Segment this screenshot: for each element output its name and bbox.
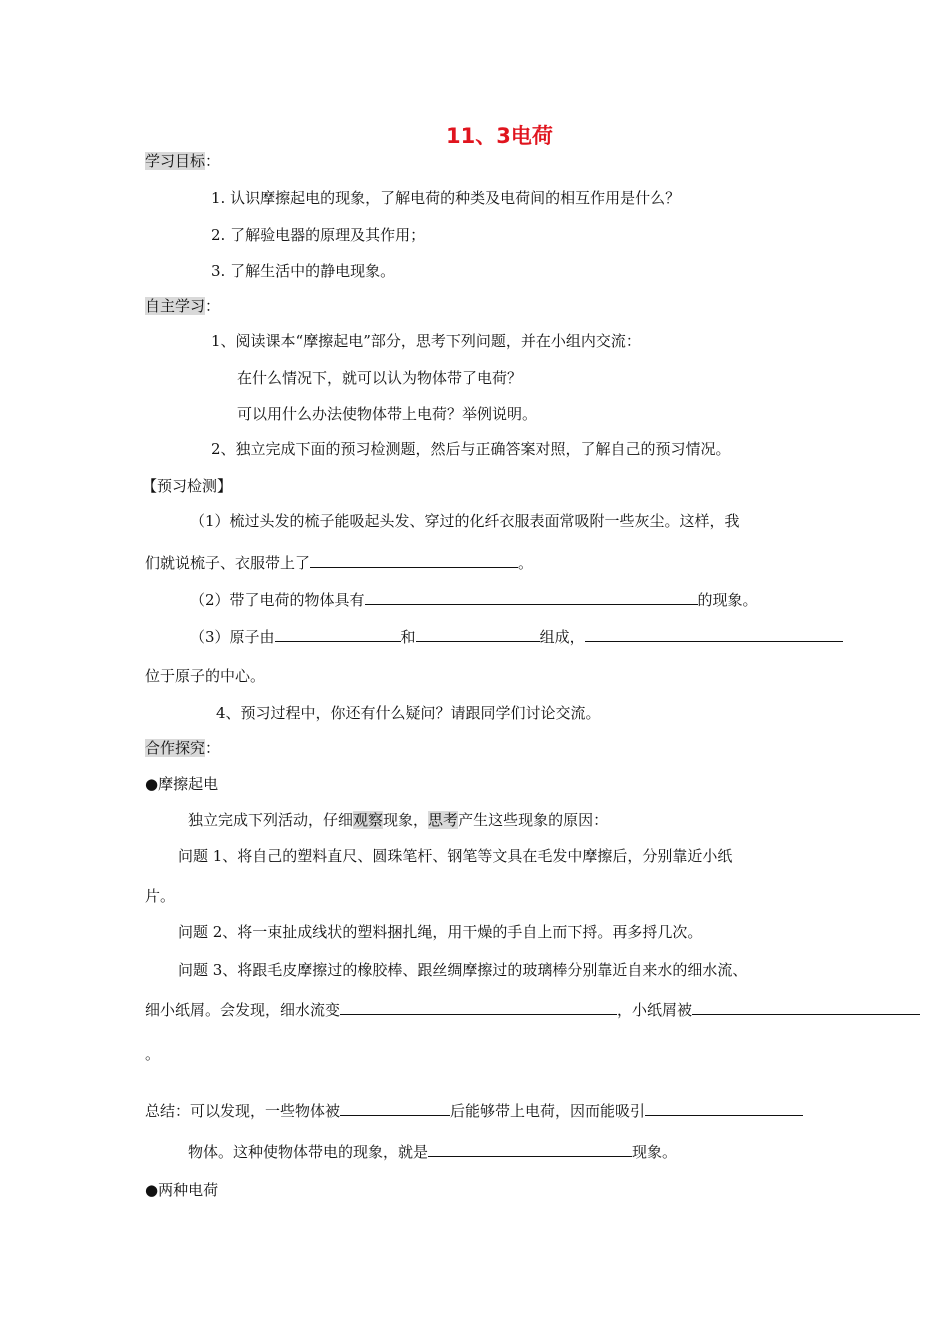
coop-heading-line: [145, 738, 220, 758]
answer-blank[interactable]: [585, 627, 843, 642]
coop-intro-line: [188, 810, 608, 830]
answer-blank[interactable]: [416, 627, 540, 642]
preview-q1-a: （1）梳过头发的梳子能吸起头发、穿过的化纤衣服表面常吸附一些灰尘。这样，我: [190, 512, 740, 530]
goal-item-1: 1. 认识摩擦起电的现象，了解电荷的种类及电荷间的相互作用是什么？: [211, 189, 681, 207]
preview-q2-line: [190, 590, 758, 610]
summary-c: 物体。这种使物体带电的现象，就是: [188, 1143, 429, 1161]
coop-section-friction: ●摩擦起电: [145, 775, 219, 793]
goal-item-3: 3. 了解生活中的静电现象。: [211, 262, 396, 280]
goals-colon: ：: [205, 152, 221, 170]
self-study-p1: 1、阅读课本“摩擦起电”部分，思考下列问题，并在小组内交流：: [211, 332, 641, 350]
coop-p2: 问题 2、将一束扯成线状的塑料捆扎绳，用干燥的手自上而下捋。再多捋几次。: [178, 923, 703, 941]
summary-line-2: [188, 1142, 677, 1162]
coop-intro-a: 独立完成下列活动，仔细: [188, 811, 354, 829]
preview-q2-b: 的现象。: [697, 591, 758, 609]
coop-section-two-charges: ●两种电荷: [145, 1181, 219, 1199]
preview-q4: 4、预习过程中，你还有什么疑问？请跟同学们讨论交流。: [216, 704, 601, 722]
answer-blank[interactable]: [340, 1101, 450, 1116]
self-study-q1: 在什么情况下，就可以认为物体带了电荷？: [237, 369, 523, 387]
coop-intro-b: 现象，: [383, 811, 429, 829]
coop-p1-b: 片。: [145, 887, 176, 905]
preview-q2-a: （2）带了电荷的物体具有: [190, 591, 365, 609]
goal-item-2: 2. 了解验电器的原理及其作用；: [211, 226, 426, 244]
preview-q1-b: 们就说梳子、衣服带上了: [145, 554, 311, 572]
answer-blank[interactable]: [275, 627, 401, 642]
preview-heading: 【预习检测】: [142, 477, 233, 495]
answer-blank[interactable]: [340, 1000, 617, 1015]
self-study-colon: ：: [205, 297, 221, 315]
page-title: 11、3电荷: [446, 124, 553, 148]
answer-blank[interactable]: [645, 1101, 803, 1116]
preview-q1-end: 。: [518, 554, 534, 572]
answer-blank[interactable]: [692, 1000, 920, 1015]
coop-p3-b-line: [145, 1000, 920, 1020]
self-study-heading-line: [145, 296, 220, 316]
coop-p3-b: 细小纸屑。会发现，细水流变: [145, 1001, 341, 1019]
summary-a: 总结：可以发现，一些物体被: [145, 1102, 341, 1120]
preview-q3-a: （3）原子由: [190, 628, 275, 646]
summary-b: 后能够带上电荷，因而能吸引: [450, 1102, 646, 1120]
coop-p3-end: 。: [145, 1045, 161, 1063]
preview-q3-b: 组成，: [539, 628, 585, 646]
coop-p3-a: 问题 3、将跟毛皮摩擦过的橡胶棒、跟丝绸摩擦过的玻璃棒分别靠近自来水的细水流、: [178, 961, 748, 979]
goals-heading-line: [145, 151, 220, 171]
answer-blank[interactable]: [365, 590, 698, 605]
answer-blank[interactable]: [310, 553, 518, 568]
summary-d: 现象。: [632, 1143, 678, 1161]
coop-intro-observe: 观察: [353, 811, 384, 829]
coop-heading: 合作探究: [145, 739, 206, 757]
preview-q3-c: 位于原子的中心。: [145, 667, 266, 685]
coop-intro-c: 产生这些现象的原因：: [458, 811, 609, 829]
coop-intro-think: 思考: [428, 811, 459, 829]
preview-q3-and: 和: [400, 628, 416, 646]
coop-colon: ：: [205, 739, 221, 757]
self-study-heading: 自主学习: [145, 297, 206, 315]
coop-p3-c: ，小纸屑被: [617, 1001, 693, 1019]
self-study-p2: 2、独立完成下面的预习检测题，然后与正确答案对照，了解自己的预习情况。: [211, 440, 731, 458]
answer-blank[interactable]: [428, 1142, 632, 1157]
self-study-q2: 可以用什么办法使物体带上电荷？举例说明。: [237, 405, 538, 423]
preview-q1-b-line: [145, 553, 533, 573]
coop-p1-a: 问题 1、将自己的塑料直尺、圆珠笔杆、钢笔等文具在毛发中摩擦后，分别靠近小纸: [178, 847, 733, 865]
summary-line-1: [145, 1101, 803, 1121]
preview-q3-line: [190, 627, 843, 647]
goals-heading: 学习目标: [145, 152, 206, 170]
